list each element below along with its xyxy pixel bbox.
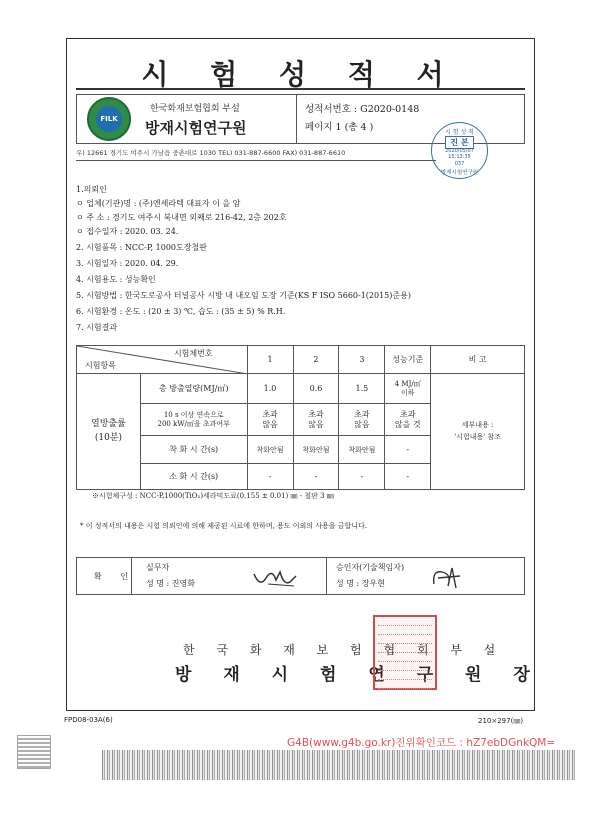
org-name: 방재시험연구원: [145, 119, 247, 137]
diagonal-header-cell: [77, 346, 248, 374]
qr-code: [17, 735, 51, 769]
info-line: 2. 시험품목 : NCC-P, 1000도장철판: [76, 243, 207, 252]
value-cell: 1.0: [247, 374, 293, 404]
header-specimen-label: 시험체번호: [173, 349, 213, 358]
criteria-cell: -: [385, 436, 431, 464]
filk-logo: [87, 97, 131, 141]
criteria-cell: -: [385, 464, 431, 490]
address-rule: [76, 160, 436, 161]
value-cell: 초과 않음: [339, 404, 385, 436]
info-line: 5. 시험방법 : 한국도로공사 터널공사 시방 내 내오임 도장 기준(KS F ISO 5660-1(2015)준용): [76, 291, 411, 300]
value-cell: -: [339, 464, 385, 490]
practitioner-signature: [250, 566, 300, 590]
footer-org: 한 국 화 재 보 험 협 회 부 설: [183, 643, 505, 657]
info-line: 3. 시험일자 : 2020. 04. 29.: [76, 259, 179, 268]
approver-signature: [426, 564, 466, 592]
info-line: ㅇ 주 소 : 경기도 여주시 북내면 외째로 216-42, 2층 202호: [76, 213, 287, 222]
value-cell: 초과 않음: [293, 404, 339, 436]
address-line: 우) 12661 경기도 여주시 가남읍 중촌대로 1030 TEL) 031-887-6600 FAX) 031-887-6610: [76, 149, 346, 157]
stamp-bottom: 방재시험연구원: [440, 170, 479, 176]
stamp-top: 시 험 성 적: [445, 129, 474, 136]
approver-name: 성 명 : 장우현: [336, 579, 385, 588]
column-header: 비 고: [431, 346, 525, 374]
column-header: 성능기준: [385, 346, 431, 374]
results-table: [76, 345, 525, 490]
value-cell: 초과 않음: [247, 404, 293, 436]
specimen-composition: ※시험체구성 : NCC-P,1000(TiO₂)세라믹도료(0.155 ± 0.01) ㎜ - 철판 3 ㎜: [92, 492, 334, 500]
value-cell: 착화안됨: [293, 436, 339, 464]
logo-text: FILK: [96, 106, 122, 132]
usage-notice: * 이 성적서의 내용은 시험 의뢰인에 의해 제공된 시료에 한하며, 용도 이외의 사용을 금합니다.: [80, 522, 368, 530]
header-divider: [296, 94, 297, 144]
verification-code: G4B(www.g4b.go.kr)진위확인코드 : hZ7ebDGnkQM=: [287, 737, 556, 749]
header-item-label: 시험항목: [85, 361, 116, 370]
info-line: 6. 시험환경 : 온도 : (20 ± 3) ℃, 습도 : (35 ± 5) % R.H.: [76, 307, 286, 316]
info-line: ㅇ 업체(기관)명 : (주)엔세라텍 대표자 이 을 암: [76, 199, 241, 208]
item-cell: 총 방출열량(MJ/㎡): [140, 374, 247, 404]
stamp-time: 15:13:35: [448, 154, 471, 160]
form-code: FPD08-03A(6): [64, 716, 113, 724]
column-header: 2: [293, 346, 339, 374]
info-line: ㅇ 접수일자 : 2020. 03. 24.: [76, 227, 179, 236]
footer-institute: 방 재 시 험 연 구 원 장: [175, 665, 543, 685]
confirmation-label: 확 인: [94, 572, 136, 581]
official-seal: [373, 615, 437, 690]
confirmation-divider: [326, 557, 327, 595]
criteria-cell: 4 MJ/㎡ 이하: [385, 374, 431, 404]
column-header: 3: [339, 346, 385, 374]
value-cell: -: [247, 464, 293, 490]
value-cell: 1.5: [339, 374, 385, 404]
paper-size: 210×297(㎜): [478, 717, 524, 725]
table-row: [77, 374, 525, 404]
info-line: 1.의뢰인: [76, 185, 107, 194]
value-cell: 착화안됨: [247, 436, 293, 464]
authenticity-stamp: [431, 122, 488, 179]
value-cell: 착화안됨: [339, 436, 385, 464]
item-cell: 10 s 이상 연속으로 200 kW/㎡을 초과여부: [140, 404, 247, 436]
info-line: 7. 시험결과: [76, 323, 118, 332]
title-rule: [76, 88, 525, 90]
stamp-code: 037: [454, 161, 465, 167]
remark-cell: 세부내용 : '시험내용' 참조: [431, 374, 525, 490]
verification-barcode: [102, 750, 575, 780]
item-cell: 소 화 시 간(s): [140, 464, 247, 490]
page-info: 페이지 1 (총 4 ): [305, 122, 374, 133]
group-label: 열방출률 (10분): [77, 374, 141, 490]
item-cell: 착 화 시 간(s): [140, 436, 247, 464]
column-header: 1: [247, 346, 293, 374]
info-line: 4. 시험용도 : 성능확인: [76, 275, 156, 284]
value-cell: 0.6: [293, 374, 339, 404]
practitioner-title: 실무자: [146, 563, 170, 572]
stamp-date: 2020/05/07: [445, 148, 474, 154]
document-title: 시 험 성 적 서: [141, 58, 460, 91]
value-cell: -: [293, 464, 339, 490]
criteria-cell: 초과 않을 것: [385, 404, 431, 436]
table-header-row: [77, 346, 525, 374]
stamp-main: 진 본: [445, 136, 474, 149]
approver-title: 승인자(기술책임자): [336, 563, 405, 572]
practitioner-name: 성 명 : 진영화: [146, 579, 195, 588]
org-subtitle: 한국화재보험협회 부설: [150, 104, 240, 114]
report-number: 성적서번호 : G2020-0148: [305, 104, 420, 115]
